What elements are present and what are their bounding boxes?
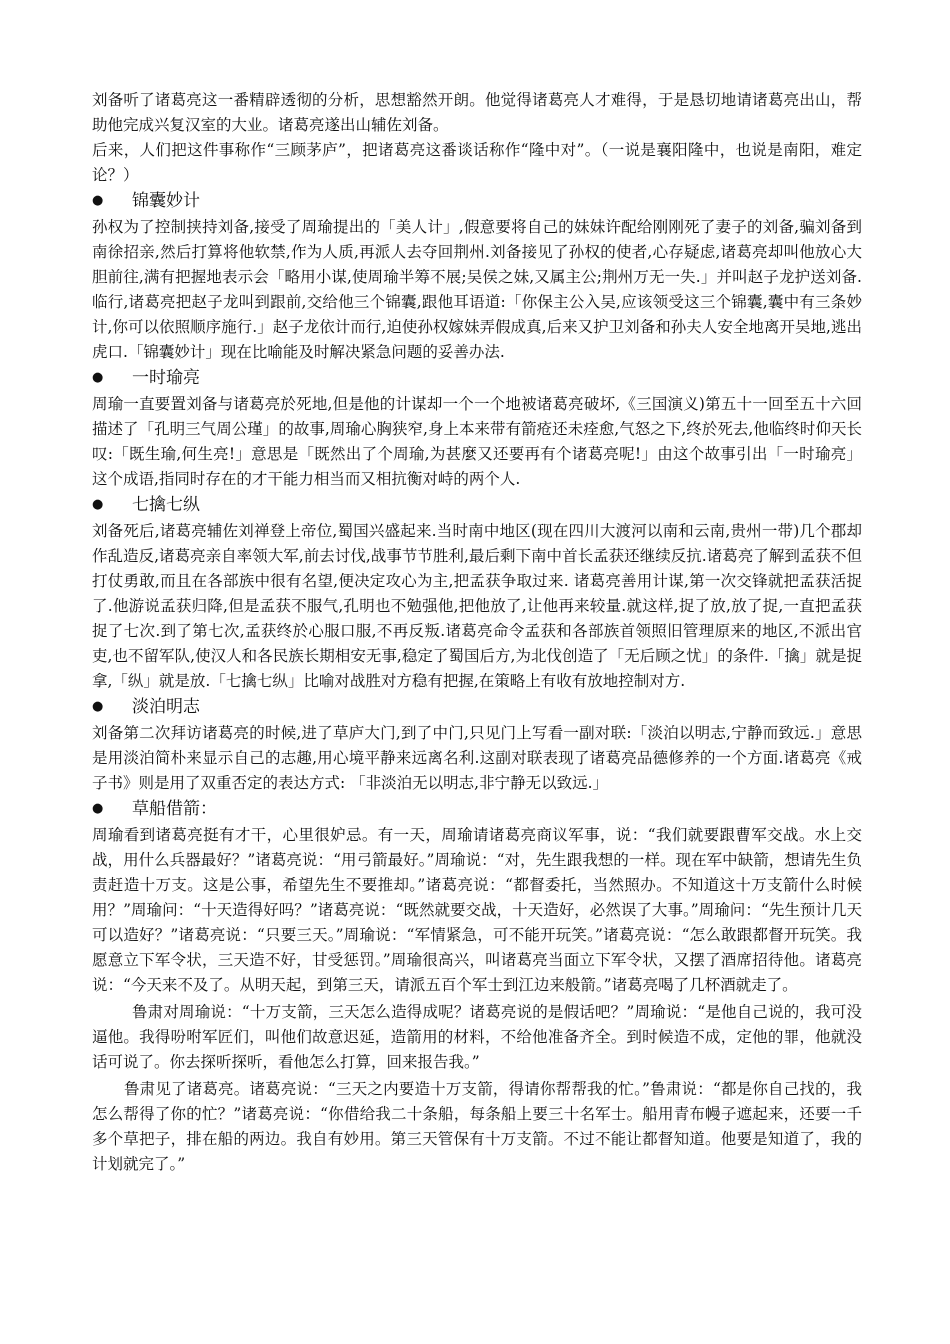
section-heading <box>92 189 862 213</box>
section-body: 刘备第二次拜访诸葛亮的时候,进了草庐大门,到了中门,只见门上写看一副对联:「淡泊以明志,宁静而致远.」意思是用淡泊简朴来显示自己的志趣,用心境平静来远离名利.这副对联表现了诸葛亮品德修养的一个方面.诸葛亮《戒子书》则是用了双重否定的表达方式: 「非淡泊无以明志,非宁静无以致远.」 <box>92 724 862 792</box>
bullet-icon: ● <box>92 801 104 816</box>
section-title: 淡泊明志 <box>132 697 200 717</box>
document-page <box>92 88 862 1177</box>
section-heading <box>92 366 862 390</box>
section-body: 刘备死后,诸葛亮辅佐刘禅登上帝位,蜀国兴盛起来.当时南中地区(现在四川大渡河以南和云南,贵州一带)几个郡却作乱造反,诸葛亮亲自率领大军,前去讨伐,战事节节胜利,最后剩下南中首长孟获还继续反抗.诸葛亮了解到孟获不但打仗勇敢,而且在各部族中很有名望,便决定攻心为主,把孟获争取过来. 诸葛亮善用计谋,第一次交锋就把孟获活捉了.他游说孟获归降,但是孟获不服气,孔明也不勉强他,把他放了,让他再来较量.就这样,捉了放,放了捉,一直把孟获捉了七次.到了第七次,孟获终於心服口服,不再反叛.诸葛亮命令孟获和各部族首领照旧管理原来的地区,不派出官吏,也不留军队,使汉人和各民族长期相安无事,稳定了蜀国后方,为北伐创造了「无后顾之忧」的条件.「擒」就是捉拿,「纵」就是放.「七擒七纵」比喻对战胜对方稳有把握,在策略上有收有放地控制对方. <box>92 522 862 690</box>
intro-paragraph: 刘备听了诸葛亮这一番精辟透彻的分析，思想豁然开朗。他觉得诸葛亮人才难得，于是恳切地请诸葛亮出山，帮助他完成兴复汉室的大业。诸葛亮遂出山辅佐刘备。 <box>92 91 862 134</box>
story-paragraph: 周瑜看到诸葛亮挺有才干，心里很妒忌。有一天，周瑜请诸葛亮商议军事，说：“我们就要跟曹军交战。水上交战，用什么兵器最好？”诸葛亮说：“用弓箭最好。”周瑜说：“对，先生跟我想的一样。现在军中缺箭，想请先生负责赶造十万支。这是公事，希望先生不要推却。”诸葛亮说：“都督委托，当然照办。不知道这十万支箭什么时候用？”周瑜问：“十天造得好吗？”诸葛亮说：“既然就要交战，十天造好，必然误了大事。”周瑜问：“先生预计几天可以造好？”诸葛亮说：“只要三天。”周瑜说：“军情紧急，可不能开玩笑。”诸葛亮说：“怎么敢跟都督开玩笑。我愿意立下军令状，三天造不好，甘受惩罚。”周瑜很高兴，叫诸葛亮当面立下军令状，又摆了酒席招待他。诸葛亮说：“今天来不及了。从明天起，到第三天，请派五百个军士到江边来般箭。”诸葛亮喝了几杯酒就走了。 <box>92 826 862 994</box>
section-heading <box>92 695 862 719</box>
bullet-icon: ● <box>92 370 104 385</box>
intro-paragraph: 后来，人们把这件事称作“三顾茅庐”，把诸葛亮这番谈话称作“隆中对”。（一说是襄阳隆中，也说是南阳，难定论？） <box>92 141 862 184</box>
section-heading <box>92 797 862 821</box>
section-body: 孙权为了控制挟持刘备,接受了周瑜提出的「美人计」,假意要将自己的妹妹许配给刚刚死了妻子的刘备,骗刘备到南徐招亲,然后打算将他软禁,作为人质,再派人去夺回荆州.刘备接见了孙权的使者,心存疑虑,诸葛亮却叫他放心大胆前往,满有把握地表示会「略用小谋,使周瑜半筹不展;吴侯之妹,又属主公;荆州万无一失.」并叫赵子龙护送刘备.临行,诸葛亮把赵子龙叫到跟前,交给他三个锦囊,跟他耳语道:「你保主公入吴,应该领受这三个锦囊,囊中有三条妙计,你可以依照顺序施行.」赵子龙依计而行,迫使孙权嫁妹弄假成真,后来又护卫刘备和孙夫人安全地离开吴地,逃出虎口.「锦囊妙计」现在比喻能及时解决紧急问题的妥善办法. <box>92 218 862 361</box>
section-title: 草船借箭： <box>132 799 217 819</box>
section-title: 一时瑜亮 <box>132 368 200 388</box>
bullet-icon: ● <box>92 699 104 714</box>
section-body: 周瑜一直要置刘备与诸葛亮於死地,但是他的计谋却一个一个地被诸葛亮破坏,《三国演义)第五十一回至五十六回描述了「孔明三气周公瑾」的故事,周瑜心胸狭窄,身上本来带有箭疮还未痊愈,气怒之下,终於死去,他临终时仰天长叹:「既生瑜,何生亮!」意思是「既然出了个周瑜,为甚麼又还要再有个诸葛亮呢!」由这个故事引出「一时瑜亮」这个成语,指同时存在的才干能力相当而又相抗衡对峙的两个人. <box>92 395 862 488</box>
section-heading <box>92 493 862 517</box>
bullet-icon: ● <box>92 497 104 512</box>
section-title: 锦囊妙计 <box>132 191 200 211</box>
story-paragraph: 鲁肃对周瑜说：“十万支箭，三天怎么造得成呢？诸葛亮说的是假话吧？”周瑜说：“是他自己说的，我可没逼他。我得吩咐军匠们，叫他们故意迟延，造箭用的材料，不给他准备齐全。到时候造不成，定他的罪，他就没话可说了。你去探听探听，看他怎么打算，回来报告我。” <box>92 1003 862 1071</box>
bullet-icon: ● <box>92 193 104 208</box>
story-paragraph: 鲁肃见了诸葛亮。诸葛亮说：“三天之内要造十万支箭，得请你帮帮我的忙。”鲁肃说：“都是你自己找的，我怎么帮得了你的忙？”诸葛亮说：“你借给我二十条船，每条船上要三十名军士。船用青布幔子遮起来，还要一千多个草把子，排在船的两边。我自有妙用。第三天管保有十万支箭。不过不能让都督知道。他要是知道了，我的计划就完了。” <box>92 1080 862 1173</box>
section-title: 七擒七纵 <box>132 495 200 515</box>
